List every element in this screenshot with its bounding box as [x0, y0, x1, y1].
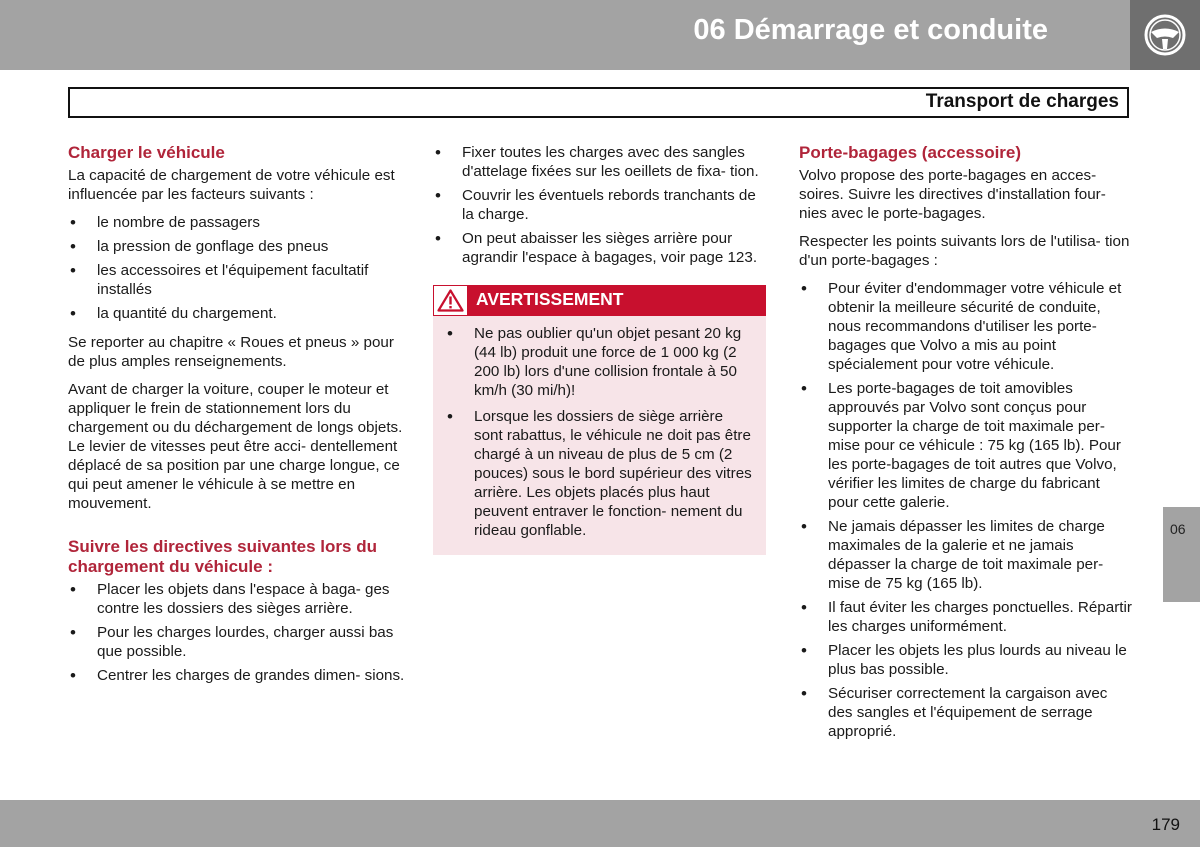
reference-paragraph: Se reporter au chapitre « Roues et pneus » pour de plus amples renseignements.	[68, 334, 394, 370]
side-tab-label: 06	[1170, 521, 1186, 537]
securing-list	[433, 143, 766, 267]
steering-wheel-icon	[1143, 13, 1187, 57]
list-item: • la quantité du chargement.	[68, 304, 408, 323]
list-item: • Couvrir les éventuels rebords tranchants de la charge.	[433, 186, 766, 224]
left-column	[68, 143, 408, 695]
right-column	[799, 143, 1134, 751]
list-item: • Sécuriser correctement la cargaison avec des sangles et l'équipement de serrage approprié.	[799, 684, 1134, 741]
rack-guidelines-list	[799, 279, 1134, 741]
list-item: • la pression de gonflage des pneus	[68, 237, 408, 256]
section-title: Transport de charges	[925, 91, 1119, 112]
footer-bar	[0, 800, 1200, 847]
warning-triangle-icon	[437, 289, 464, 312]
heading-charger-vehicule: Charger le véhicule	[68, 143, 225, 162]
middle-column	[433, 143, 766, 555]
list-item: • Pour éviter d'endommager votre véhicule et obtenir la meilleure sécurité de conduite, nous recommandons d'utiliser les porte-bagages que Volvo a mis au point spécialement pour votre véhicule.	[799, 279, 1134, 374]
list-item: • Ne jamais dépasser les limites de charge maximales de la galerie et ne jamais dépasser la charge de toit maximale per- mise de 75 kg (165 lb).	[799, 517, 1134, 593]
list-item: • Placer les objets les plus lourds au niveau le plus bas possible.	[799, 641, 1134, 679]
intro-paragraph: La capacité de chargement de votre véhicule est influencée par les facteurs suivants :	[68, 167, 395, 203]
safety-paragraph: Avant de charger la voiture, couper le moteur et appliquer le frein de stationnement lors du chargement ou du déchargement de longs objets. Le levier de vitesses peut être acci- dentellement déplacé de sa position par une charge longue, ce qui peut amener le véhicule à se mettre en mouvement.	[68, 381, 403, 512]
rack-intro-paragraph: Volvo propose des porte-bagages en acces- soires. Suivre les directives d'installation four- nies avec le porte-bagages.	[799, 167, 1106, 222]
warning-title: AVERTISSEMENT	[476, 289, 624, 309]
list-item: • les accessoires et l'équipement facultatif installés	[68, 261, 408, 299]
list-item: • Il faut éviter les charges ponctuelles. Répartir les charges uniformément.	[799, 598, 1134, 636]
header-bar	[0, 0, 1130, 70]
section-title-box	[68, 87, 1129, 118]
list-item: • Fixer toutes les charges avec des sangles d'attelage fixées sur les oeillets de fixa- tion.	[433, 143, 766, 181]
page-number: 179	[1151, 815, 1180, 834]
list-item: • Placer les objets dans l'espace à baga- ges contre les dossiers des sièges arrière.	[68, 580, 408, 618]
list-item: • Pour les charges lourdes, charger aussi bas que possible.	[68, 623, 408, 661]
list-item: • Ne pas oublier qu'un objet pesant 20 kg (44 lb) produit une force de 1 000 kg (2 200 lb) lors d'une collision frontale à 50 km/h (30 mi/h)!	[445, 324, 754, 400]
directives-list	[68, 580, 408, 685]
rack-usage-paragraph: Respecter les points suivants lors de l'utilisa- tion d'un porte-bagages :	[799, 233, 1130, 269]
warning-header	[433, 285, 766, 316]
warning-list	[433, 316, 766, 540]
chapter-title: 06 Démarrage et conduite	[693, 14, 1048, 46]
list-item: • Centrer les charges de grandes dimen- sions.	[68, 666, 408, 685]
list-item: • On peut abaisser les sièges arrière pour agrandir l'espace à bagages, voir page 123.	[433, 229, 766, 267]
list-item: • Lorsque les dossiers de siège arrière sont rabattus, le véhicule ne doit pas être chargé à un niveau de plus de 5 cm (2 pouces) sous le bord supérieur des vitres arrière. Les objets placés plus haut peuvent entraver le fonction- nement du rideau gonflable.	[445, 407, 754, 540]
chapter-icon-tab	[1130, 0, 1200, 70]
list-item: • le nombre de passagers	[68, 213, 408, 232]
factors-list	[68, 213, 408, 323]
list-item: • Les porte-bagages de toit amovibles approuvés par Volvo sont conçus pour supporter la charge de toit maximale per- mise pour ce véhicule : 75 kg (165 lb). Pour les porte-bagages de toit autres que Volvo, vérifier les limites de charge du fabricant pour cette galerie.	[799, 379, 1134, 512]
chapter-side-tab	[1163, 507, 1200, 602]
warning-box	[433, 285, 766, 555]
heading-porte-bagages: Porte-bagages (accessoire)	[799, 143, 1022, 162]
heading-directives: Suivre les directives suivantes lors du chargement du véhicule :	[68, 537, 377, 576]
